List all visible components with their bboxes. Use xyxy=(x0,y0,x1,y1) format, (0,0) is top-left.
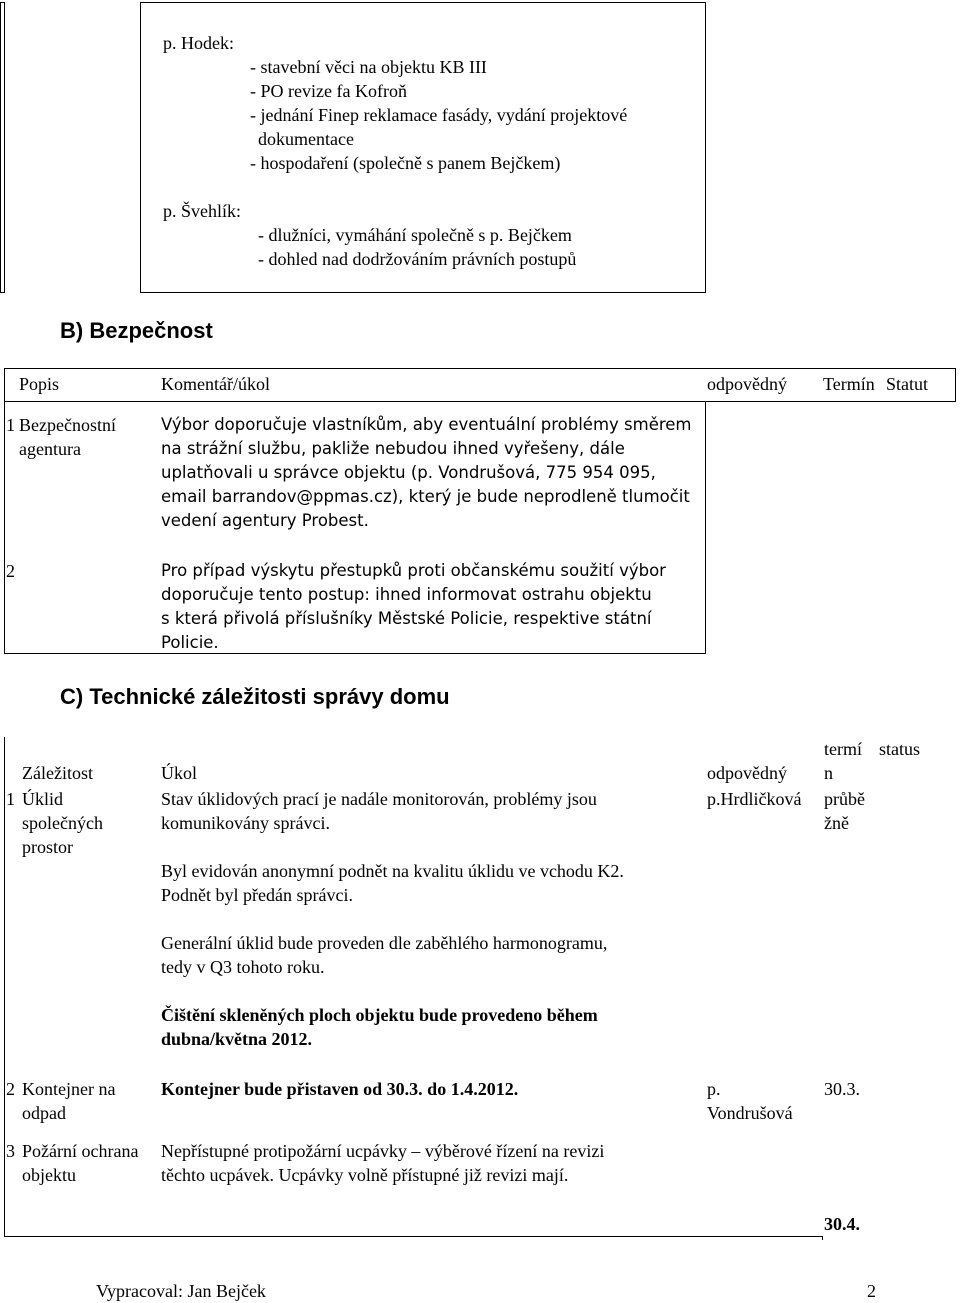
c-col-termin: n xyxy=(824,763,833,783)
b-col-termin: Termín xyxy=(823,374,875,394)
c-col-odpovedny: odpovědný xyxy=(707,763,787,783)
c-row-number: 3 xyxy=(6,1141,15,1161)
hodek-item: dokumentace xyxy=(258,129,354,149)
b-row-komentar: doporučuje tento postup: ihned informovat ostrahu objektu xyxy=(161,585,652,604)
c-row-zalezitost: společných xyxy=(22,813,103,833)
c-row-zalezitost: prostor xyxy=(22,837,73,857)
c-row-number: 2 xyxy=(6,1079,15,1099)
b-row-komentar: uplatňovali u správce objektu (p. Vondrušová, 775 954 095, xyxy=(161,463,656,482)
b-col-komentar: Komentář/úkol xyxy=(161,374,270,394)
c-row-ukol: Kontejner bude přistaven od 30.3. do 1.4.2012. xyxy=(161,1079,519,1099)
c-row-ukol: Podnět byl předán správci. xyxy=(161,885,353,905)
hodek-item: - hospodaření (společně s panem Bejčkem) xyxy=(250,153,561,173)
c-col-status: status xyxy=(879,739,921,759)
c-row-ukol: Čištění skleněných ploch objektu bude provedeno během xyxy=(161,1005,598,1025)
b-row-komentar: Výbor doporučuje vlastníkům, aby eventuální problémy směrem xyxy=(161,415,692,434)
c-row-ukol: dubna/května 2012. xyxy=(161,1029,313,1049)
svehlik-label: p. Švehlík: xyxy=(163,201,242,221)
c-col-zalezitost: Záležitost xyxy=(22,763,93,783)
c-row-zalezitost: objektu xyxy=(22,1165,76,1185)
c-row-termin: 30.3. xyxy=(824,1079,860,1099)
section-c-heading: C) Technické záležitosti správy domu xyxy=(60,684,450,709)
hodek-item: - stavební věci na objektu KB III xyxy=(250,57,487,77)
c-row-termin: průbě xyxy=(824,789,865,809)
b-row-number: 2 xyxy=(6,561,15,581)
c-row-zalezitost: odpad xyxy=(22,1103,66,1123)
c-row-ukol: Generální úklid bude proveden dle zaběhlého harmonogramu, xyxy=(161,933,608,953)
b-row-komentar: Policie. xyxy=(161,633,219,652)
b-row-komentar: email barrandov@ppmas.cz), který je bude neprodleně tlumočit xyxy=(161,487,690,506)
c-row-termin: žně xyxy=(824,813,849,833)
c-row-ukol: těchto ucpávek. Ucpávky volně přístupné již revizi mají. xyxy=(161,1165,569,1185)
b-row-komentar: vedení agentury Probest. xyxy=(161,511,369,530)
b-row-komentar: na strážní službu, pakliže nebudou ihned vyřešeny, dále xyxy=(161,439,625,458)
c-row-termin: 30.4. xyxy=(824,1214,860,1234)
b-col-odpovedny: odpovědný xyxy=(707,374,787,394)
section-b-heading: B) Bezpečnost xyxy=(60,318,213,343)
b-row-number: 1 xyxy=(6,415,15,435)
b-row-komentar: Pro případ výskytu přestupků proti občanskému soužití výbor xyxy=(161,561,666,580)
c-row-ukol: komunikovány správci. xyxy=(161,813,330,833)
hodek-label: p. Hodek: xyxy=(163,33,234,53)
b-row-komentar: s která přivolá příslušníky Městské Policie, respektive státní xyxy=(161,609,652,628)
c-row-zalezitost: Kontejner na xyxy=(22,1079,116,1099)
c-row-ukol: tedy v Q3 tohoto roku. xyxy=(161,957,325,977)
c-row-odpovedny: p. xyxy=(707,1079,721,1099)
svehlik-item: - dlužníci, vymáhání společně s p. Bejčkem xyxy=(258,225,572,245)
hodek-item: - jednání Finep reklamace fasády, vydání projektové xyxy=(250,105,628,125)
b-row-popis: agentura xyxy=(19,439,81,459)
svehlik-item: - dohled nad dodržováním právních postupů xyxy=(258,249,577,269)
c-col-termin: termí xyxy=(824,739,862,759)
c-row-zalezitost: Požární ochrana xyxy=(22,1141,139,1161)
hodek-item: - PO revize fa Kofroň xyxy=(250,81,407,101)
c-row-ukol: Stav úklidových prací je nadále monitorován, problémy jsou xyxy=(161,789,597,809)
page-number: 2 xyxy=(867,1281,876,1301)
c-row-zalezitost: Úklid xyxy=(22,789,64,809)
b-col-statut: Statut xyxy=(886,374,929,394)
footer-author: Vypracoval: Jan Bejček xyxy=(96,1281,266,1301)
c-col-ukol: Úkol xyxy=(161,763,197,783)
c-row-odpovedny: Vondrušová xyxy=(707,1103,793,1123)
c-row-odpovedny: p.Hrdličková xyxy=(707,789,802,809)
b-col-popis: Popis xyxy=(19,374,60,394)
c-row-number: 1 xyxy=(6,789,15,809)
c-row-ukol: Byl evidován anonymní podnět na kvalitu úklidu ve vchodu K2. xyxy=(161,861,624,881)
c-row-ukol: Nepřístupné protipožární ucpávky – výběrové řízení na revizi xyxy=(161,1141,605,1161)
b-row-popis: Bezpečnostní xyxy=(19,415,116,435)
